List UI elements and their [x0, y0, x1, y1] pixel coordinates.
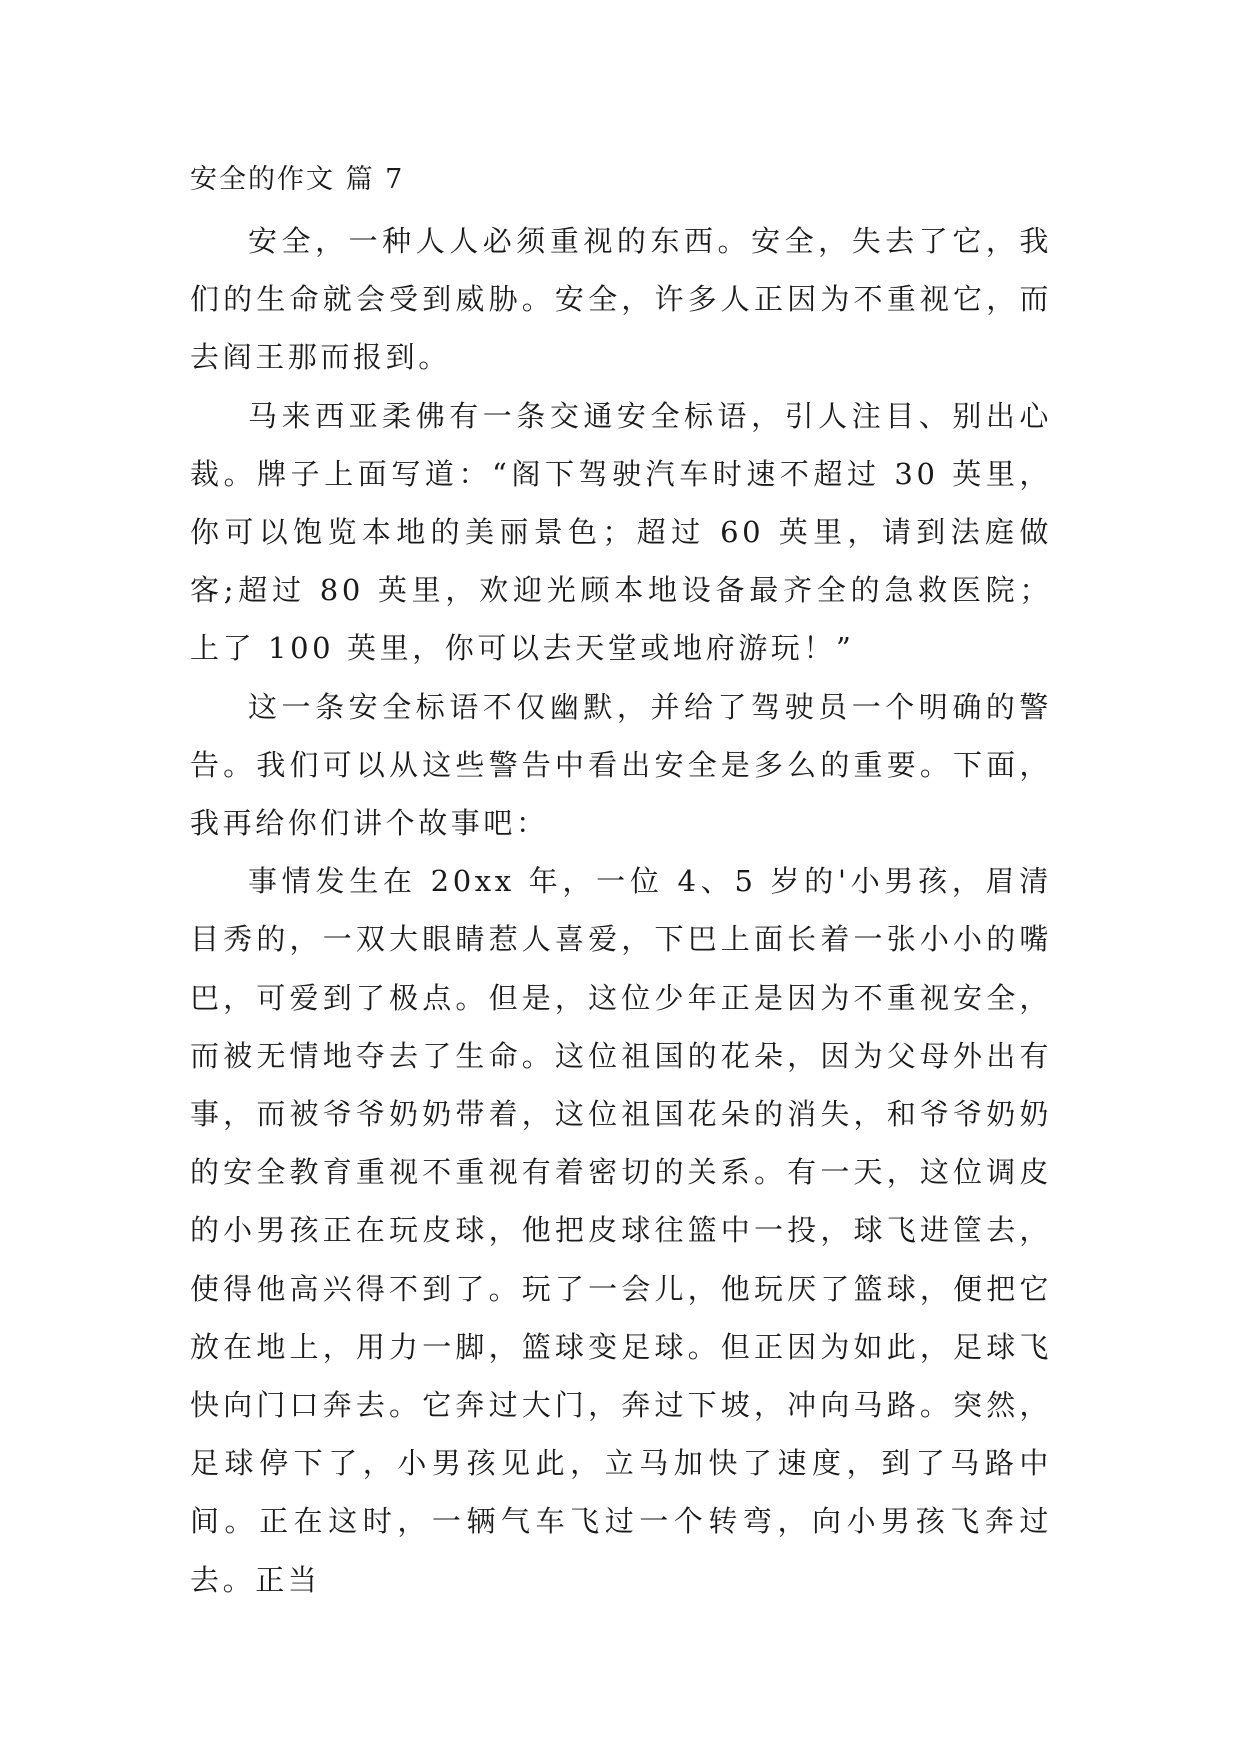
paragraph-3: 这一条安全标语不仅幽默，并给了驾驶员一个明确的警告。我们可以从这些警告中看出安全是多么的重要。下面，我再给你们讲个故事吧： [190, 689, 1052, 841]
paragraph-2: 马来西亚柔佛有一条交通安全标语，引人注目、别出心裁。牌子上面写道：“阁下驾驶汽车时速不超过 30 英里，你可以饱览本地的美丽景色；超过 60 英里，请到法庭做客;超过 80 英里，欢迎光顾本地设备最齐全的急救医院；上了 100 英里，你可以去天堂或地府游玩！” [190, 398, 1052, 666]
document-body [190, 160, 1052, 1609]
paragraph-4: 事情发生在 20xx 年，一位 4、5 岁的'小男孩，眉清目秀的，一双大眼睛惹人喜爱，下巴上面长着一张小小的嘴巴，可爱到了极点。但是，这位少年正是因为不重视安全，而被无情地夺去了生命。这位祖国的花朵，因为父母外出有事，而被爷爷奶奶带着，这位祖国花朵的消失，和爷爷奶奶的安全教育重视不重视有着密切的关系。有一天，这位调皮的小男孩正在玩皮球，他把皮球往篮中一投，球飞进筐去，使得他高兴得不到了。玩了一会儿，他玩厌了篮球，便把它放在地上，用力一脚，篮球变足球。但正因为如此，足球飞快向门口奔去。它奔过大门，奔过下坡，冲向马路。突然，足球停下了，小男孩见此，立马加快了速度，到了马路中间。正在这时，一辆气车飞过一个转弯，向小男孩飞奔过去。正当 [190, 864, 1052, 1597]
essay-title: 安全的作文 篇 7 [190, 164, 405, 195]
paragraph-1: 安全，一种人人必须重视的东西。安全，失去了它，我们的生命就会受到威胁。安全，许多人正因为不重视它，而去阎王那而报到。 [190, 224, 1052, 375]
